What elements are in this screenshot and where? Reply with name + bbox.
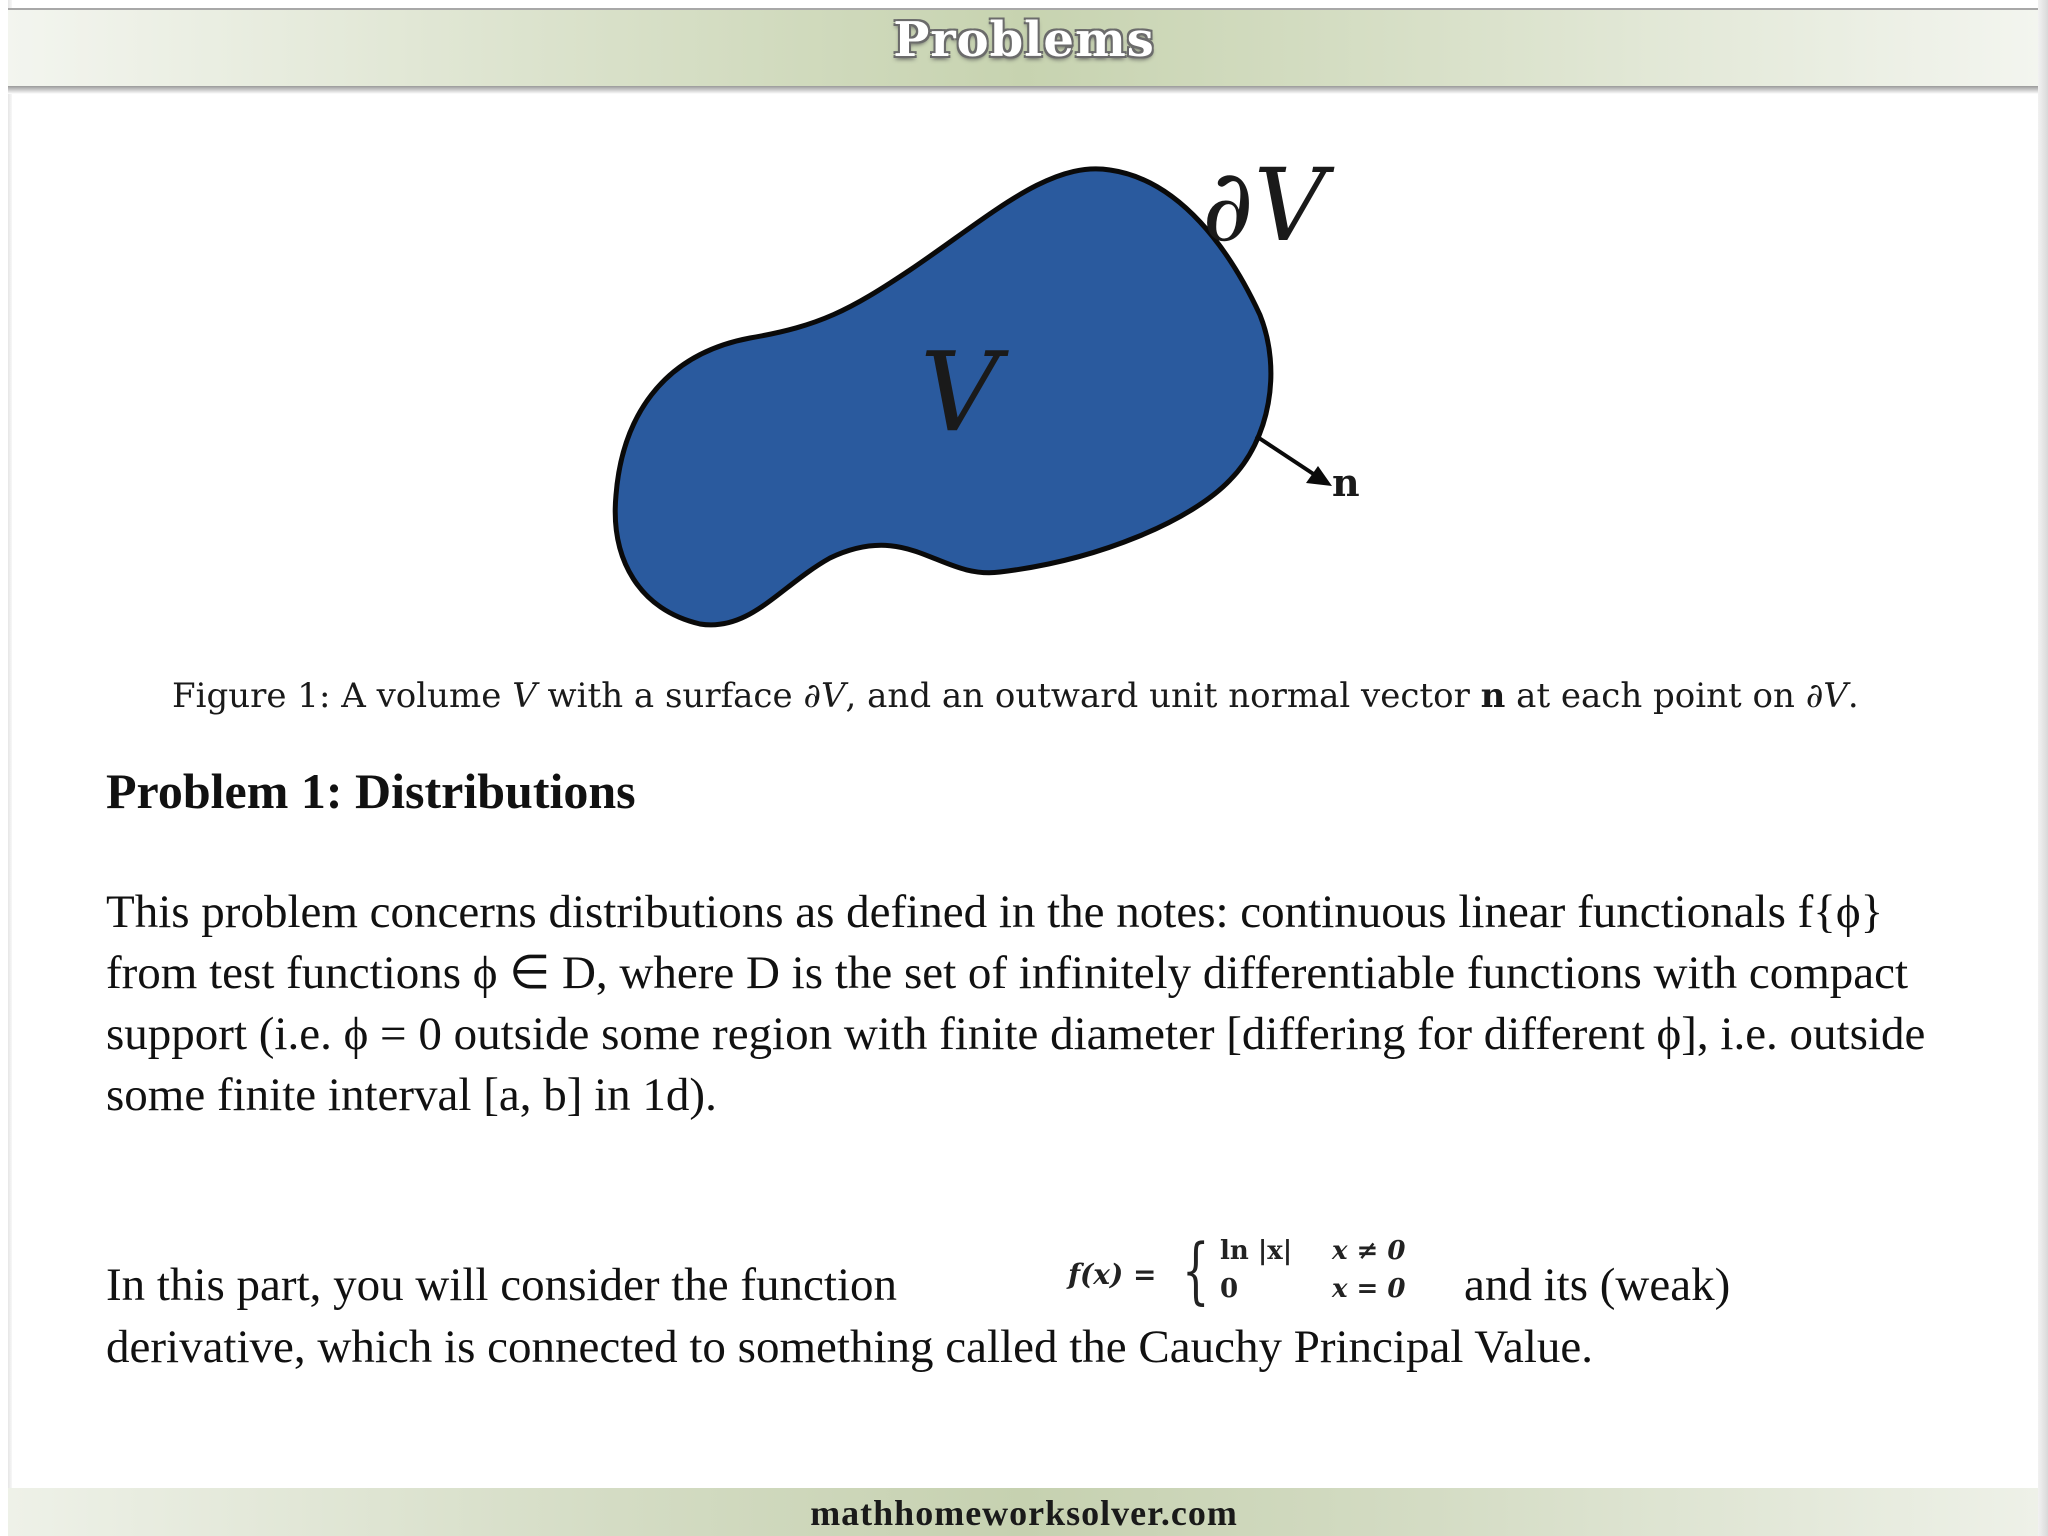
caption-text-1: Figure 1: A volume: [172, 676, 513, 716]
region-label: V: [920, 328, 1000, 456]
figure-caption: [172, 676, 1872, 716]
caption-text-2: with a surface: [536, 676, 804, 716]
caption-text-4: at each point on: [1505, 676, 1806, 716]
formula-case2-condition: x = 0: [1332, 1274, 1406, 1304]
problem-paragraph-2-line-2: derivative, which is connected to something called the Cauchy Principal Value.: [106, 1321, 1594, 1373]
left-border: [8, 0, 12, 1536]
volume-diagram: [580, 140, 1380, 660]
right-border: [2038, 0, 2048, 1536]
problem-paragraph-2-start: In this part, you will consider the function: [106, 1259, 898, 1311]
formula-case1-value: ln |x|: [1220, 1236, 1293, 1266]
normal-label: n: [1332, 460, 1360, 505]
header-shadow: [8, 86, 2038, 94]
caption-volume: V: [512, 676, 537, 716]
caption-surface-2: ∂V: [1805, 676, 1848, 716]
caption-normal: n: [1480, 676, 1506, 716]
piecewise-formula: [1060, 1230, 1460, 1320]
formula-case2-value: 0: [1220, 1274, 1239, 1304]
problem-paragraph-2-after-formula: and its (weak): [1464, 1259, 1731, 1311]
volume-figure: [580, 140, 1380, 660]
caption-text-5: .: [1847, 676, 1859, 716]
normal-vector-arrowhead: [1306, 466, 1332, 486]
slide-title: Problems: [893, 12, 1155, 68]
caption-surface: ∂V: [803, 676, 846, 716]
formula-case1-condition: x ≠ 0: [1332, 1236, 1406, 1266]
formula-lhs: f(x) =: [1068, 1258, 1157, 1291]
problem-paragraph-1: This problem concerns distributions as defined in the notes: continuous linear functionals f{ϕ} from test functions ϕ ∈ D, where D is the set of infinitely differentiable functions with compact support (i.e. ϕ = 0 outside some region with finite diameter [differing for different ϕ], i.e. outside some finite interval [a, b] in 1d).: [106, 886, 1926, 1121]
formula-brace: {: [1182, 1228, 1210, 1312]
footer-site: mathhomeworksolver.com: [810, 1493, 1238, 1533]
caption-text-3: , and an outward unit normal vector: [845, 676, 1481, 716]
boundary-label: ∂V: [1202, 147, 1326, 264]
problem-heading: Problem 1: Distributions: [106, 763, 636, 819]
normal-vector-line: [1256, 436, 1315, 475]
